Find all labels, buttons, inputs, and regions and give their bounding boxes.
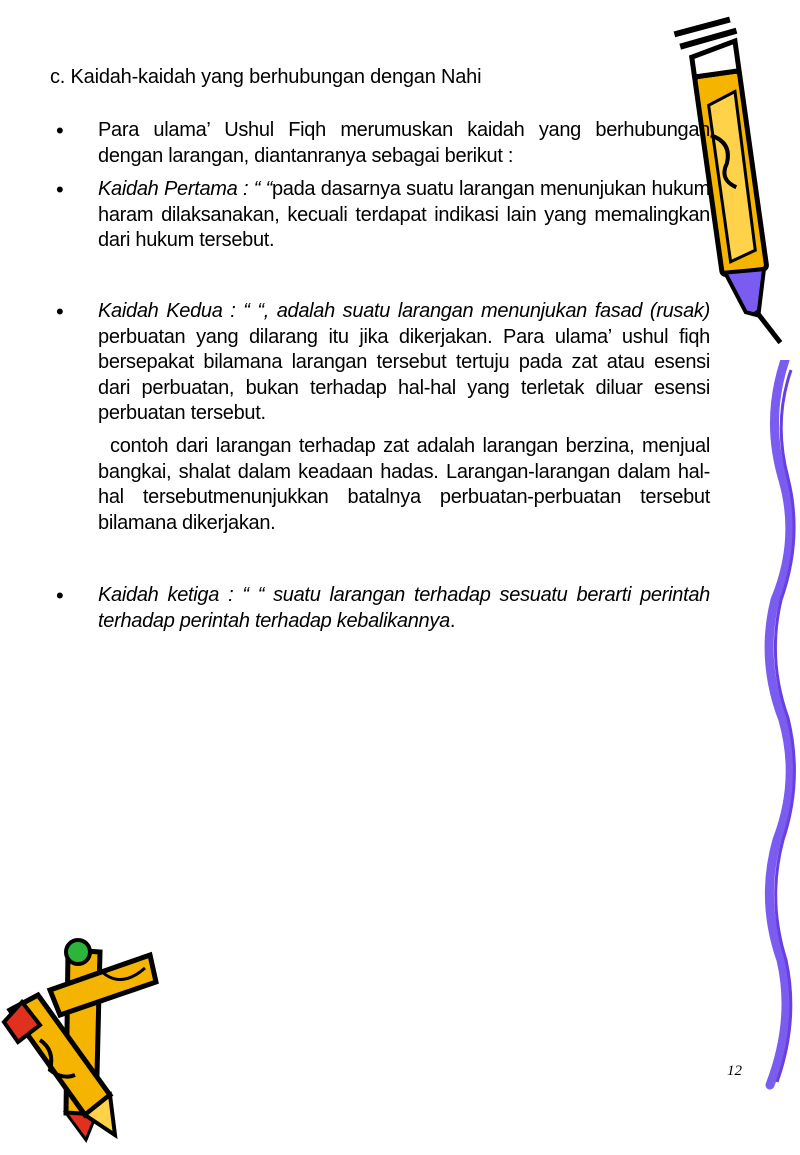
section-heading: c. Kaidah-kaidah yang berhubungan dengan Nahi — [50, 66, 482, 88]
bullet-text — [98, 118, 710, 169]
bullet-dot: • — [56, 299, 64, 324]
example-paragraph: contoh dari larangan terhadap zat adalah larangan berzina, menjual bangkai, shalat dalam keadaan hadas. Larangan-larangan dalam hal-hal tersebutmenunjukkan batalnya perbuatan-perbuatan tersebut bilamana dikerjakan. — [98, 435, 710, 534]
wavy-purple-border — [755, 360, 800, 1090]
bullet-body: pada dasarnya suatu larangan menunjukan hukum haram dilaksanakan, kecuali terdapat indikasi lain yang memalingkan dari hukum tersebut. — [98, 178, 710, 251]
bullet-text — [98, 583, 710, 634]
page-number: 12 — [727, 1063, 742, 1079]
bullet-dot: • — [56, 177, 64, 202]
bullet-dot: • — [56, 118, 64, 143]
bullet-body: . — [449, 609, 456, 632]
bullet-text — [98, 299, 710, 427]
rule-title: Kaidah Pertama : “ “ — [98, 178, 272, 200]
pencils-clipart-bottom — [0, 930, 170, 1145]
bullet-dot: • — [56, 583, 64, 608]
rule-title: Kaidah Kedua : “ “, adalah suatu larangan menunjukan fasad (rusak) — [98, 300, 710, 322]
rule-title: Kaidah ketiga : “ “ suatu larangan terhadap sesuatu berarti perintah terhadap perintah terhadap kebalikannya — [98, 584, 710, 632]
bullet-body: Para ulama’ Ushul Fiqh merumuskan kaidah yang berhubungan dengan larangan, diantanranya sebagai berikut : — [98, 119, 710, 167]
bullet-text — [98, 177, 710, 254]
bullet-body: perbuatan yang dilarang itu jika dikerjakan. Para ulama’ ushul fiqh bersepakat bilamana larangan tersebut tertuju pada zat atau esensi dari perbuatan, bukan terhadap hal-hal yang terletak diluar esensi perbuatan tersebut. — [98, 325, 710, 424]
